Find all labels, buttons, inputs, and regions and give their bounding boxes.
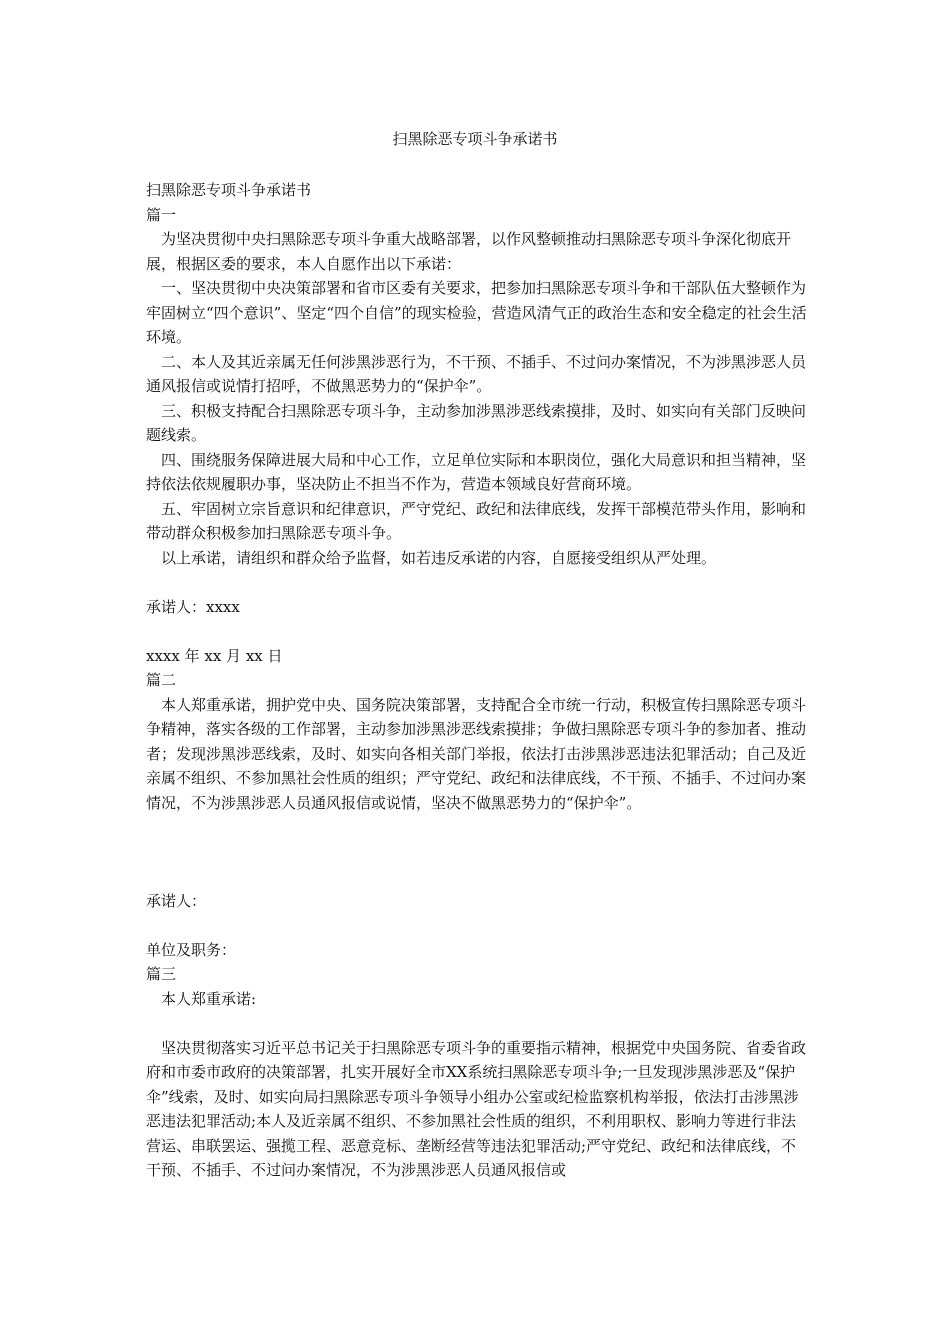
- document-title: 扫黑除恶专项斗争承诺书: [392, 130, 558, 148]
- part1-paragraph-2: 二、本人及其近亲属无任何涉黑涉恶行为，不干预、不插手、不过问办案情况，不为涉黑涉恶人员通风报信或说情打招呼，不做黑恶势力的“保护伞”。: [146, 352, 807, 395]
- part1-paragraph-5: 五、牢固树立宗旨意识和纪律意识，严守党纪、政纪和法律底线，发挥干部模范带头作用，影响和带动群众积极参加扫黑除恶专项斗争。: [146, 499, 807, 542]
- part2-label: 篇二: [146, 671, 177, 689]
- part2-paragraph: 本人郑重承诺，拥护党中央、国务院决策部署，支持配合全市统一行动，积极宣传扫黑除恶专项斗争精神，落实各级的工作部署，主动参加涉黑涉恶线索摸排；争做扫黑除恶专项斗争的参加者、推动者；发现涉黑涉恶线索，及时、如实向各相关部门举报，依法打击涉黑涉恶违法犯罪活动；自己及近亲属不组织、不参加黑社会性质的组织；严守党纪、政纪和法律底线，不干预、不插手、不过问办案情况，不为涉黑涉恶人员通风报信或说情，坚决不做黑恶势力的“保护伞”。: [146, 695, 807, 812]
- part1-paragraph-intro: 为坚决贯彻中央扫黑除恶专项斗争重大战略部署，以作风整顿推动扫黑除恶专项斗争深化彻底开展，根据区委的要求，本人自愿作出以下承诺：: [146, 230, 792, 273]
- part1-paragraph-1: 一、坚决贯彻中央决策部署和省市区委有关要求，把参加扫黑除恶专项斗争和干部队伍大整顿作为牢固树立“四个意识”、坚定“四个自信”的现实检验，营造风清气正的政治生态和安全稳定的社会生活环境。: [146, 279, 807, 346]
- part1-label: 篇一: [146, 205, 177, 224]
- part2-signer: 承诺人：: [146, 891, 207, 910]
- part3-paragraph: 坚决贯彻落实习近平总书记关于扫黑除恶专项斗争的重要指示精神，根据党中央国务院、省委省政府和市委市政府的决策部署，扎实开展好全市XX系统扫黑除恶专项斗争;一旦发现涉黑涉恶及“保护伞”线索，及时、如实向局扫黑除恶专项斗争领导小组办公室或纪检监察机构举报，依法打击涉黑涉恶违法犯罪活动;本人及近亲属不组织、不参加黑社会性质的组织，不利用职权、影响力等进行非法营运、串联罢运、强揽工程、恶意竞标、垄断经营等违法犯罪活动;严守党纪、政纪和法律底线，不干预、不插手、不过问办案情况，不为涉黑涉恶人员通风报信或: [146, 1038, 807, 1179]
- part1-paragraph-4: 四、围绕服务保障进展大局和中心工作，立足单位实际和本职岗位，强化大局意识和担当精神，坚持依法依规履职办事，坚决防止不担当不作为，营造本领域良好营商环境。: [146, 450, 807, 493]
- part3-intro: 本人郑重承诺:: [161, 989, 257, 1008]
- document-body: [146, 178, 808, 1183]
- section-heading: 扫黑除恶专项斗争承诺书: [146, 181, 312, 199]
- part1-paragraph-closing: 以上承诺，请组织和群众给予监督，如若违反承诺的内容，自愿接受组织从严处理。: [161, 548, 717, 567]
- part1-signer: 承诺人：xxxx: [146, 597, 240, 616]
- part3-label: 篇三: [146, 965, 177, 983]
- part2-unit: 单位及职务：: [146, 940, 237, 959]
- part1-paragraph-3: 三、积极支持配合扫黑除恶专项斗争，主动参加涉黑涉恶线索摸排，及时、如实向有关部门反映问题线索。: [146, 401, 807, 444]
- part1-date: xxxx 年 xx 月 xx 日: [146, 646, 283, 665]
